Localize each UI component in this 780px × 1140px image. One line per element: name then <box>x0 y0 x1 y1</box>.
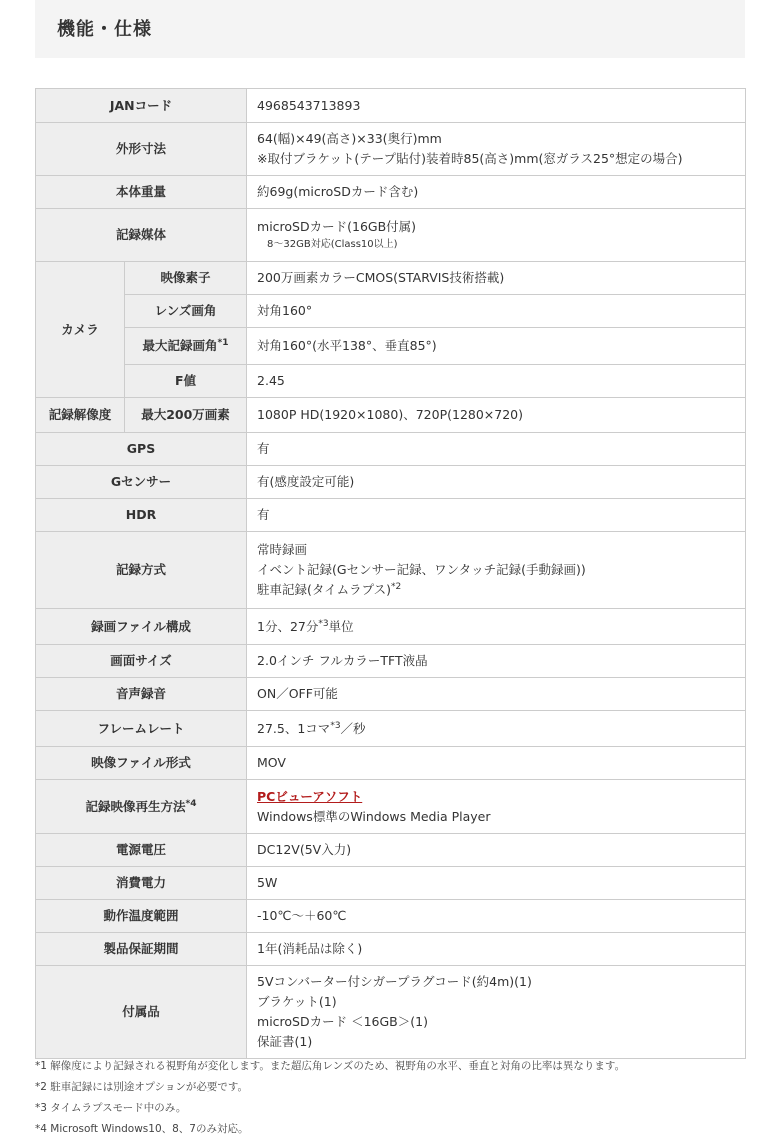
row-value: 1080P HD(1920×1080)、720P(1280×720) <box>247 398 746 433</box>
value-line: 64(幅)×49(高さ)×33(奥行)mm <box>257 131 442 146</box>
label-text: 記録映像再生方法 <box>85 798 186 814</box>
row-label: 記録方式 <box>36 532 247 609</box>
row-value <box>247 209 746 262</box>
value-line: Windows標準のWindows Media Player <box>257 808 491 824</box>
row-label: フレームレート <box>36 711 247 747</box>
table-row <box>36 678 746 711</box>
label-text: 最大記録画角 <box>142 338 218 353</box>
spec-table <box>35 88 746 1059</box>
row-value <box>247 711 746 747</box>
footnote: *4 Microsoft Windows10、8、7のみ対応。 <box>35 1123 249 1135</box>
row-value <box>247 609 746 645</box>
row-value: ON／OFF可能 <box>247 678 746 711</box>
table-row <box>36 466 746 499</box>
row-label: 動作温度範囲 <box>36 900 247 933</box>
value-line: イベント記録(Gセンサー記録、ワンタッチ記録(手動録画)) <box>257 562 586 577</box>
row-label: 画面サイズ <box>36 645 247 678</box>
row-value: 対角160°(水平138°、垂直85°) <box>247 328 746 365</box>
row-label <box>36 780 247 834</box>
table-row <box>36 176 746 209</box>
table-row <box>36 365 746 398</box>
value-line: 保証書(1) <box>257 1034 313 1049</box>
footnote-ref: *3 <box>330 720 341 731</box>
row-value: 2.0インチ フルカラーTFT液晶 <box>247 645 746 678</box>
row-label: GPS <box>36 433 247 466</box>
table-row <box>36 262 746 295</box>
value-line: microSDカード ＜16GB＞(1) <box>257 1014 428 1029</box>
value-note: 8～32GB対応(Class10以上) <box>267 239 398 250</box>
row-value: 有 <box>247 433 746 466</box>
value-text: 27.5、1コマ <box>257 720 331 736</box>
value-line: microSDカード(16GB付属) <box>257 219 417 234</box>
value-line: 5Vコンバーター付シガープラグコード(約4m)(1) <box>257 974 532 989</box>
footnote-ref: *4 <box>185 798 197 809</box>
row-value: 200万画素カラーCMOS(STARVIS技術搭載) <box>247 262 746 295</box>
table-row <box>36 209 746 262</box>
row-sublabel: F値 <box>125 365 247 398</box>
table-row <box>36 499 746 532</box>
row-label: 外形寸法 <box>36 123 247 176</box>
value-line: 常時録画 <box>257 542 308 557</box>
value-text: ／秒 <box>340 720 366 736</box>
row-value <box>247 966 746 1059</box>
row-label: 記録媒体 <box>36 209 247 262</box>
footnote-ref: *2 <box>391 582 402 592</box>
value-text: 単位 <box>328 618 354 634</box>
value-text: 1分、27分 <box>257 618 319 634</box>
table-row <box>36 532 746 609</box>
row-group-label: カメラ <box>36 262 125 398</box>
section-header <box>35 0 745 58</box>
table-row <box>36 89 746 123</box>
row-value: -10℃～＋60℃ <box>247 900 746 933</box>
row-sublabel <box>125 328 247 365</box>
pc-viewer-link[interactable]: PCビューアソフト <box>257 788 363 804</box>
row-label: 映像ファイル形式 <box>36 747 247 780</box>
row-value <box>247 532 746 609</box>
row-sublabel: レンズ画角 <box>125 295 247 328</box>
row-value: 4968543713893 <box>247 89 746 123</box>
table-row <box>36 900 746 933</box>
footnote: *2 駐車記録には別途オプションが必要です。 <box>35 1081 248 1093</box>
row-sublabel: 映像素子 <box>125 262 247 295</box>
table-row <box>36 780 746 834</box>
value-line <box>257 787 735 807</box>
row-label: 録画ファイル構成 <box>36 609 247 645</box>
row-value: 1年(消耗品は除く) <box>247 933 746 966</box>
row-label: 製品保証期間 <box>36 933 247 966</box>
section-title: 機能・仕様 <box>57 19 152 40</box>
row-sublabel: 最大200万画素 <box>125 398 247 433</box>
table-row <box>36 834 746 867</box>
table-row <box>36 747 746 780</box>
row-value: MOV <box>247 747 746 780</box>
row-value: 有 <box>247 499 746 532</box>
value-line: ※取付ブラケット(テープ貼付)装着時85(高さ)mm(窓ガラス25°想定の場合) <box>257 151 683 166</box>
row-label: Gセンサー <box>36 466 247 499</box>
row-label: 音声録音 <box>36 678 247 711</box>
table-row <box>36 645 746 678</box>
row-label: 記録解像度 <box>36 398 125 433</box>
table-row <box>36 398 746 433</box>
table-row <box>36 295 746 328</box>
row-value <box>247 123 746 176</box>
row-value: 有(感度設定可能) <box>247 466 746 499</box>
footnotes <box>35 1056 755 1140</box>
table-row <box>36 933 746 966</box>
footnote-ref: *3 <box>318 618 329 629</box>
table-row <box>36 609 746 645</box>
row-value: 約69g(microSDカード含む) <box>247 176 746 209</box>
footnote: *1 解像度により記録される視野角が変化します。また超広角レンズのため、視野角の水平、垂直と対角の比率は異なります。 <box>35 1060 626 1072</box>
table-row <box>36 433 746 466</box>
row-value: 2.45 <box>247 365 746 398</box>
row-label: 本体重量 <box>36 176 247 209</box>
footnote: *3 タイムラプスモード中のみ。 <box>35 1102 187 1114</box>
row-label: HDR <box>36 499 247 532</box>
table-row <box>36 867 746 900</box>
row-value: DC12V(5V入力) <box>247 834 746 867</box>
footnote-ref: *1 <box>217 338 229 348</box>
value-line <box>257 580 735 600</box>
row-value <box>247 780 746 834</box>
table-row <box>36 711 746 747</box>
row-label: 消費電力 <box>36 867 247 900</box>
row-label: 付属品 <box>36 966 247 1059</box>
row-value: 対角160° <box>247 295 746 328</box>
table-row <box>36 123 746 176</box>
table-row <box>36 966 746 1059</box>
row-label: 電源電圧 <box>36 834 247 867</box>
value-line: ブラケット(1) <box>257 994 337 1009</box>
value-text: 駐車記録(タイムラプス) <box>257 582 392 597</box>
table-row <box>36 328 746 365</box>
row-value: 5W <box>247 867 746 900</box>
row-label: JANコード <box>36 89 247 123</box>
